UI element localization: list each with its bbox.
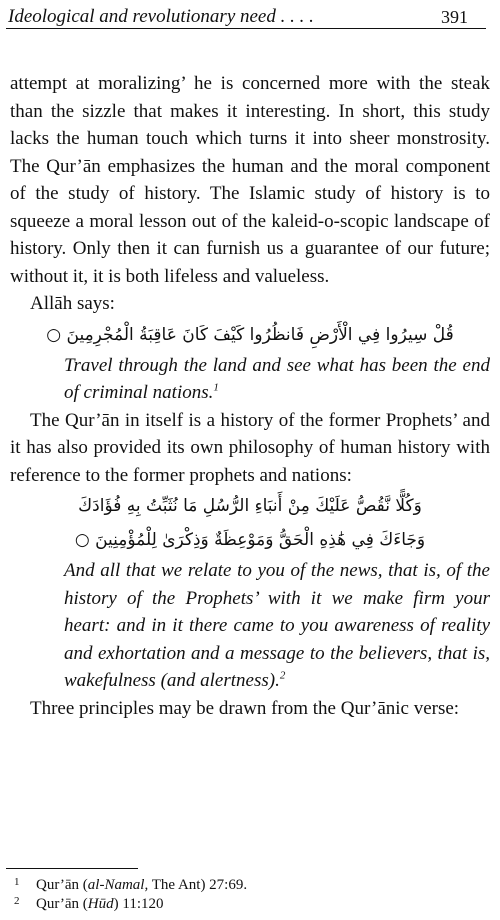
- translation-quote-1: [10, 352, 490, 407]
- footnote-text: [36, 895, 164, 914]
- translation-quote-2: [10, 557, 490, 695]
- quote-1-text: Travel through the land and see what has been the end of criminal nations.: [64, 354, 490, 403]
- footnote-1-pre: Qur’ān (: [36, 877, 88, 893]
- paragraph-2: Allāh says:: [30, 293, 115, 314]
- page-number: 391: [441, 7, 468, 27]
- paragraph-4: Three principles may be drawn from the Qur’ānic verse:: [30, 697, 460, 719]
- footnote-1: [14, 876, 247, 895]
- page-header: [6, 4, 486, 29]
- footnotes: [14, 876, 247, 914]
- footnote-1-italic: al-Namal,: [87, 877, 149, 893]
- arabic-verse-2-line-1: وَكُلًّا نَّقُصُّ عَلَيْكَ مِنْ أَنبَاءِ الرُّسُلِ مَا نُثَبِّتُ بِهِ فُؤَادَكَ: [78, 496, 422, 516]
- footnote-divider: [6, 868, 138, 869]
- quote-2-text: And all that we relate to you of the news, that is, of the history of the Prophets’ with it we make firm your heart: and in it there came to you awareness of reality and exhortation and a message to the believers, that is, wakefulness (and alertness).: [64, 560, 490, 691]
- page-body: [10, 70, 490, 722]
- footnote-1-post: The Ant) 27:69.: [148, 877, 248, 893]
- paragraph-3: The Qur’ān in itself is a history of the former Prophets’ and it has also provided its own philosophy of human history with reference to the former prophets and nations:: [10, 409, 490, 486]
- footnote-2-italic: Hūd: [87, 896, 114, 912]
- footnote-ref-1: 1: [213, 381, 219, 394]
- paragraph-1: attempt at moralizing’ he is concerned more with the steak than the sizzle that makes it interesting. In short, this study lacks the human touch which turns it into sheer monstrosity. The Qur’ān emphasizes the human and the moral component of the study of history. The Islamic study of history is to squeeze a moral lesson out of the kaleid-o-scopic landscape of history. Only then it can furnish us a guarantee of our future; without it, it is both lifeless and valueless.: [10, 73, 490, 287]
- footnote-ref-2: 2: [279, 669, 286, 682]
- footnote-text: [36, 876, 247, 895]
- footnote-number: 2: [14, 895, 20, 907]
- footnote-2-post: ) 11:120: [113, 896, 164, 912]
- arabic-verse-1: قُلْ سِيرُوا فِي الْأَرْضِ فَانظُرُوا كَيْفَ كَانَ عَاقِبَةُ الْمُجْرِمِينَ ○: [46, 324, 454, 345]
- footnote-2-pre: Qur’ān (: [36, 896, 88, 912]
- running-head: Ideological and revolutionary need . . . .: [8, 6, 314, 27]
- footnote-2: [14, 895, 247, 914]
- footnote-number: 1: [14, 876, 20, 888]
- arabic-verse-2-line-2: وَجَاءَكَ فِي هَٰذِهِ الْحَقُّ وَمَوْعِظَةٌ وَذِكْرَىٰ لِلْمُؤْمِنِينَ ○: [74, 530, 426, 550]
